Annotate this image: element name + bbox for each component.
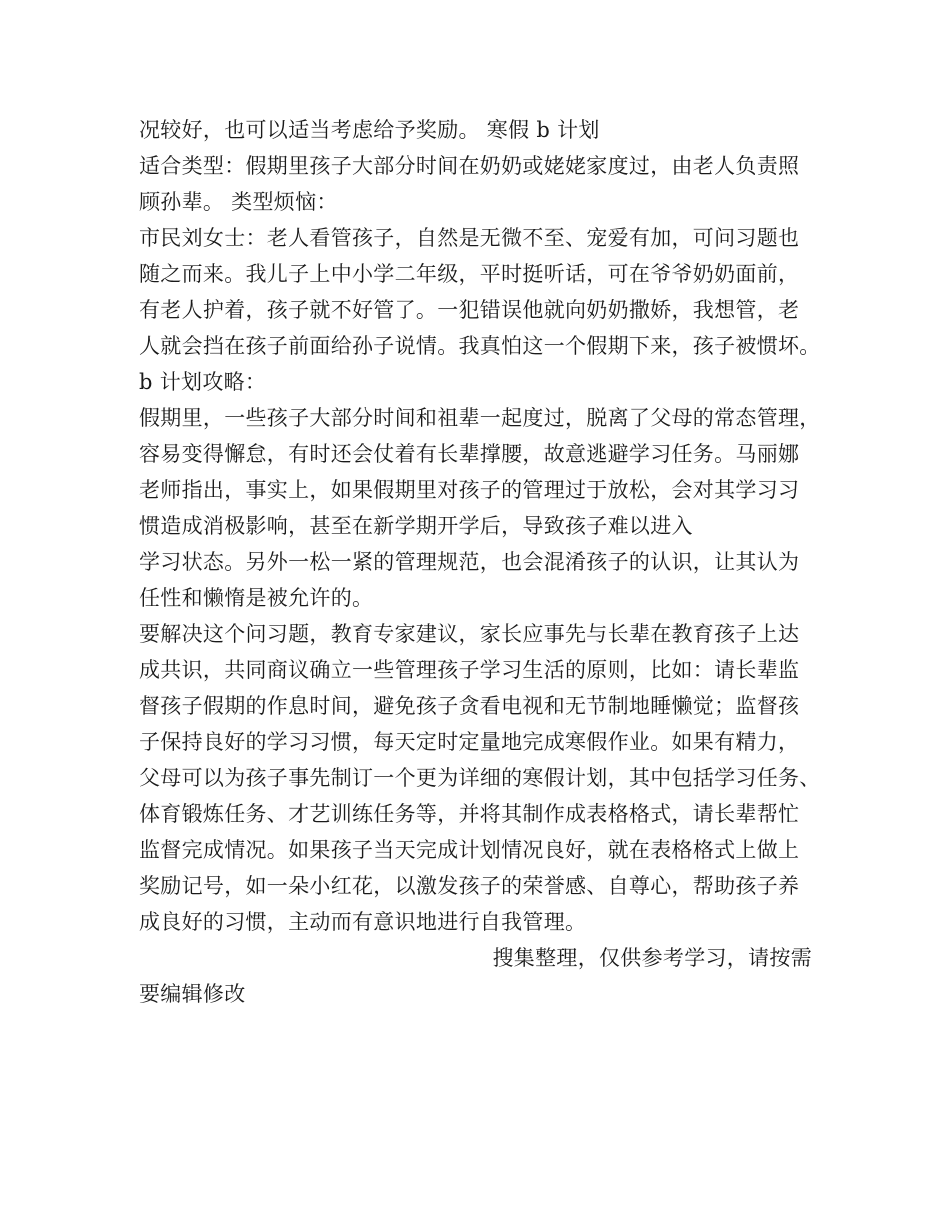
section-heading: b 计划攻略： <box>139 370 267 394</box>
text-line: 老师指出，事实上，如果假期里对孩子的管理过于放松，会对其学习习 <box>139 478 800 502</box>
text-line: 市民刘女士：老人看管孩子，自然是无微不至、宠爱有加，可问习题也 <box>139 226 800 250</box>
text-line: 督孩子假期的作息时间，避免孩子贪看电视和无节制地睡懒觉；监督孩 <box>139 694 800 718</box>
text-line: 父母可以为孩子事先制订一个更为详细的寒假计划，其中包括学习任务、 <box>139 766 821 790</box>
text-line: 惯造成消极影响，甚至在新学期开学后，导致孩子难以进入 <box>139 514 693 538</box>
text-line: 体育锻炼任务、才艺训练任务等，并将其制作成表格格式，请长辈帮忙 <box>139 802 800 826</box>
footer-note-continued: 要编辑修改 <box>139 982 246 1006</box>
text-line: 随之而来。我儿子上中小学二年级，平时挺听话，可在爷爷奶奶面前， <box>139 262 800 286</box>
footer-note: 搜集整理，仅供参考学习，请按需 <box>492 946 812 970</box>
text-line: 成共识，共同商议确立一些管理孩子学习生活的原则，比如：请长辈监 <box>139 658 800 682</box>
text-line: 要解决这个问习题，教育专家建议，家长应事先与长辈在教育孩子上达 <box>139 622 800 646</box>
text-line: 学习状态。另外一松一紧的管理规范，也会混淆孩子的认识，让其认为 <box>139 550 800 574</box>
text-line: 有老人护着，孩子就不好管了。一犯错误他就向奶奶撒娇，我想管，老 <box>139 298 800 322</box>
text-line: 成良好的习惯，主动而有意识地进行自我管理。 <box>139 910 587 934</box>
text-line: 顾孙辈。 类型烦恼： <box>139 190 338 214</box>
text-line: 容易变得懈怠，有时还会仗着有长辈撑腰，故意逃避学习任务。马丽娜 <box>139 442 800 466</box>
text-line: 人就会挡在孩子前面给孙子说情。我真怕这一个假期下来，孩子被惯坏。 <box>139 334 821 358</box>
text-line: 适合类型：假期里孩子大部分时间在奶奶或姥姥家度过，由老人负责照 <box>139 154 800 178</box>
text-line: 奖励记号，如一朵小红花，以激发孩子的荣誉感、自尊心，帮助孩子养 <box>139 874 800 898</box>
text-line: 况较好，也可以适当考虑给予奖励。 寒假 b 计划 <box>139 118 600 142</box>
text-line: 子保持良好的学习习惯，每天定时定量地完成寒假作业。如果有精力， <box>139 730 800 754</box>
text-line: 假期里，一些孩子大部分时间和祖辈一起度过，脱离了父母的常态管理， <box>139 406 821 430</box>
text-line: 任性和懒惰是被允许的。 <box>139 586 374 610</box>
text-line: 监督完成情况。如果孩子当天完成计划情况良好，就在表格格式上做上 <box>139 838 800 862</box>
